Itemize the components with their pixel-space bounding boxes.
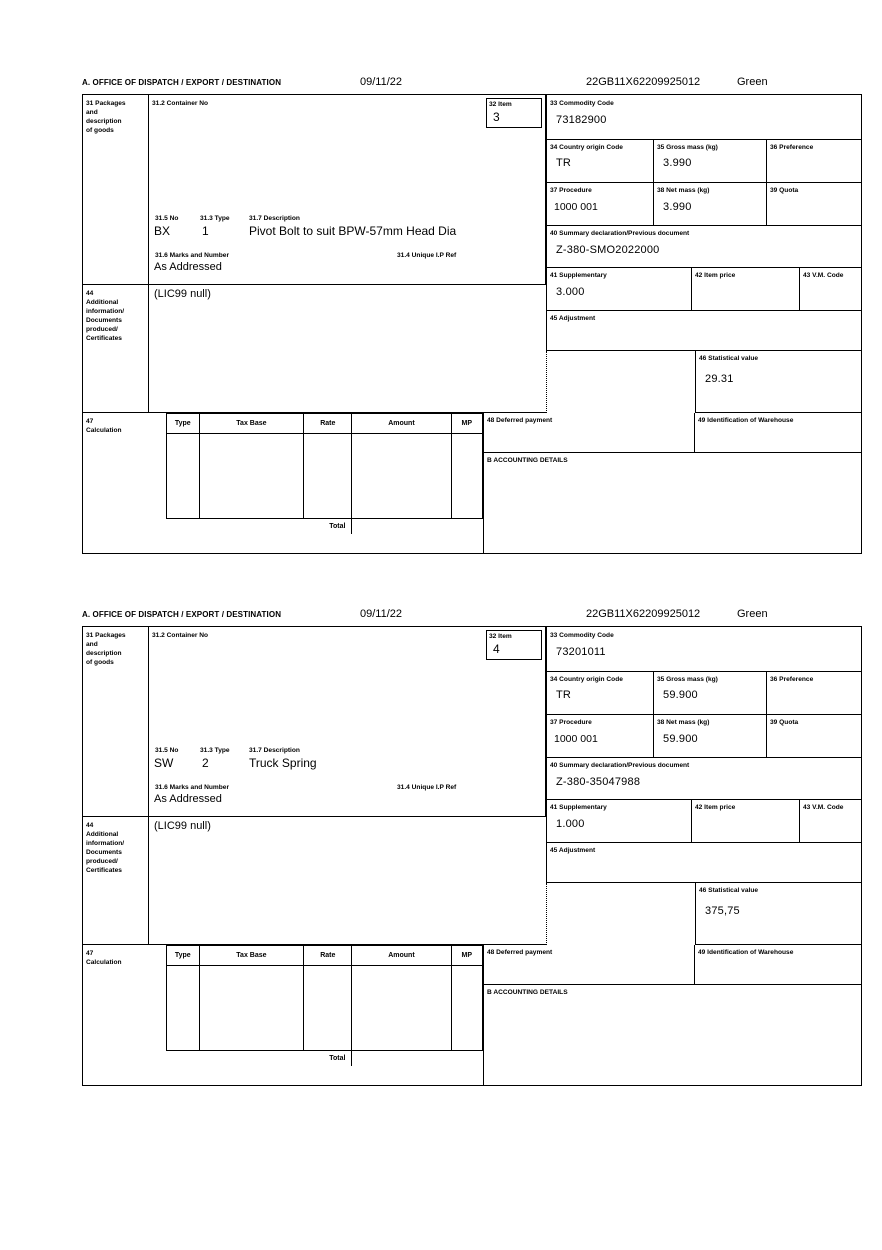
box-41-supplementary-2 <box>546 800 691 843</box>
item-price-value <box>692 284 701 286</box>
box-31-5-label: 31.5 No <box>155 215 179 222</box>
calc-cell-amount-2 <box>352 966 451 1051</box>
box-46-label: 46 Statistical value <box>699 355 759 362</box>
box-37-label-2: 37 Procedure <box>550 719 592 726</box>
calc-total-label-2: Total <box>167 1051 352 1067</box>
calc-cell-type-2 <box>167 966 200 1051</box>
package-type-value-2: 2 <box>202 756 209 770</box>
box-47-calculation-2 <box>83 945 148 1085</box>
warehouse-identification-value-2 <box>695 961 702 963</box>
box-47-label-line-1-2: 47 <box>86 950 94 957</box>
box-34-label: 34 Country origin Code <box>550 144 623 151</box>
procedure-value: 1000 001 <box>554 201 598 213</box>
box-44-label-line-3: information/ <box>86 308 125 315</box>
box-32-label-2: 32 Item <box>489 633 512 640</box>
container-no-value <box>149 107 158 109</box>
box-31-2-label-2: 31.2 Container No <box>152 632 209 639</box>
container-no-value-2 <box>149 639 158 641</box>
package-no-value: BX <box>154 224 171 238</box>
box-38-label-2: 38 Net mass (kg) <box>657 719 710 726</box>
box-45-adjustment <box>546 311 861 351</box>
box-47-label-line-1: 47 <box>86 418 94 425</box>
box-44-label-line-4: Documents <box>86 317 122 324</box>
table-row <box>167 966 483 1051</box>
box-b-label: B ACCOUNTING DETAILS <box>487 457 568 464</box>
box-46-label-2: 46 Statistical value <box>699 887 759 894</box>
box-31-7-label: 31.7 Description <box>249 215 300 222</box>
box-44-content <box>148 285 546 413</box>
table-row <box>167 434 483 519</box>
box-40-label: 40 Summary declaration/Previous document <box>550 230 690 237</box>
header-reference-2: 22GB11X62209925012 <box>586 608 701 620</box>
calc-header-mp-2: MP <box>451 946 483 966</box>
item-price-value-2 <box>692 816 701 818</box>
box-31-label-line-1: 31 Packages <box>86 100 126 107</box>
box-31-2-label: 31.2 Container No <box>152 100 209 107</box>
box-38-label: 38 Net mass (kg) <box>657 187 710 194</box>
box-31-3-label-2: 31.3 Type <box>200 747 230 754</box>
net-mass-value-2: 59.900 <box>663 733 698 745</box>
box-44-label-line-2: Additional <box>86 299 119 306</box>
calc-header-type-2: Type <box>167 946 200 966</box>
box-47-label-line-2: Calculation <box>86 427 122 434</box>
commodity-code-value-2: 73201011 <box>556 646 606 658</box>
box-32-item-2 <box>486 630 542 660</box>
box-44-content-2 <box>148 817 546 945</box>
previous-document-value: Z-380-SMO2022000 <box>556 244 660 256</box>
quota-value <box>767 199 776 201</box>
adjustment-value <box>547 327 556 329</box>
header-date-2: 09/11/22 <box>360 608 403 620</box>
item-no-value-2: 4 <box>493 642 500 656</box>
box-31-label-line-3: description <box>86 118 122 125</box>
package-type-value: 1 <box>202 224 209 238</box>
calc-header-tax-base-2: Tax Base <box>199 946 304 966</box>
calc-cell-rate-2 <box>304 966 352 1051</box>
box-38-net-mass <box>653 183 766 226</box>
box-31-packages <box>83 95 148 285</box>
package-no-value-2: SW <box>154 756 174 770</box>
box-32-label: 32 Item <box>489 101 512 108</box>
calc-header-tax-base: Tax Base <box>199 414 304 434</box>
box-39-label: 39 Quota <box>770 187 799 194</box>
table-total-row <box>167 519 483 535</box>
customs-form-item-4 <box>82 610 862 1086</box>
box-36-label: 36 Preference <box>770 144 814 151</box>
box-40-previous-document <box>546 226 861 268</box>
calc-header-rate-2: Rate <box>304 946 352 966</box>
box-31-7-label-2: 31.7 Description <box>249 747 300 754</box>
country-origin-code-value: TR <box>556 157 572 169</box>
box-31-label-line-1-2: 31 Packages <box>86 632 126 639</box>
accounting-details-value <box>484 469 491 471</box>
box-33-label-2: 33 Commodity Code <box>550 632 614 639</box>
box-39-quota-2 <box>766 715 861 758</box>
box-43-label-2: 43 V.M. Code <box>803 804 844 811</box>
gross-mass-value: 3.990 <box>663 157 692 169</box>
calculation-table <box>166 413 483 534</box>
box-31-4-label: 31.4 Unique I.P Ref <box>397 252 457 259</box>
box-45-adjustment-2 <box>546 843 861 883</box>
form-header <box>82 78 862 94</box>
item-no-value: 3 <box>493 110 500 124</box>
deferred-payment-value <box>484 429 491 431</box>
calc-header-amount: Amount <box>352 414 451 434</box>
box-35-gross-mass-2 <box>653 672 766 715</box>
box-41-supplementary <box>546 268 691 311</box>
statistical-value-value-2: 375,75 <box>705 905 740 917</box>
calculation-table-2 <box>166 945 483 1066</box>
box-49-label-2: 49 Identification of Warehouse <box>698 949 794 956</box>
box-45-label: 45 Adjustment <box>550 315 596 322</box>
box-44-label-line-1-2: 44 <box>86 822 94 829</box>
box-48-deferred-payment-2 <box>483 945 694 985</box>
box-b-accounting-details-2 <box>483 985 861 1085</box>
statistical-value-value: 29.31 <box>705 373 734 385</box>
box-31-6-label: 31.6 Marks and Number <box>155 252 230 259</box>
header-reference: 22GB11X62209925012 <box>586 76 701 88</box>
marks-and-number-value-2: As Addressed <box>154 793 222 805</box>
box-31-label-line-2: and <box>86 109 98 116</box>
box-36-preference <box>766 140 861 183</box>
box-37-procedure-2 <box>546 715 653 758</box>
box-37-procedure <box>546 183 653 226</box>
box-31-3-label: 31.3 Type <box>200 215 230 222</box>
calc-cell-mp <box>451 434 483 519</box>
box-42-item-price-2 <box>691 800 799 843</box>
vm-code-value-2 <box>800 816 809 818</box>
country-origin-code-value-2: TR <box>556 689 572 701</box>
box-34-country-origin-2 <box>546 672 653 715</box>
form-header-2 <box>82 610 862 626</box>
box-44-label-line-1: 44 <box>86 290 94 297</box>
additional-information-value: (LIC99 null) <box>154 288 211 300</box>
accounting-details-value-2 <box>484 1001 491 1003</box>
calc-total-value <box>352 519 483 535</box>
calc-cell-tax-base <box>199 434 304 519</box>
form-grid-2 <box>82 626 862 1086</box>
box-35-label: 35 Gross mass (kg) <box>657 144 718 151</box>
box-44-label-line-5-2: produced/ <box>86 858 118 865</box>
calc-cell-type <box>167 434 200 519</box>
box-31-label-line-4: of goods <box>86 127 114 134</box>
box-34-label-2: 34 Country origin Code <box>550 676 623 683</box>
box-41-label-2: 41 Supplementary <box>550 804 607 811</box>
box-42-label-2: 42 Item price <box>695 804 736 811</box>
form-grid <box>82 94 862 554</box>
box-44-label-line-6: Certificates <box>86 335 122 342</box>
box-43-label: 43 V.M. Code <box>803 272 844 279</box>
calc-total-value-2 <box>352 1051 483 1067</box>
box-40-label-2: 40 Summary declaration/Previous document <box>550 762 690 769</box>
box-33-commodity-code-2 <box>546 627 861 672</box>
box-44-label-line-6-2: Certificates <box>86 867 122 874</box>
box-41-label: 41 Supplementary <box>550 272 607 279</box>
calc-header-type: Type <box>167 414 200 434</box>
calc-cell-rate <box>304 434 352 519</box>
office-of-dispatch-label: A. OFFICE OF DISPATCH / EXPORT / DESTINATION <box>82 78 282 87</box>
gross-mass-value-2: 59.900 <box>663 689 698 701</box>
box-33-label: 33 Commodity Code <box>550 100 614 107</box>
box-48-deferred-payment <box>483 413 694 453</box>
box-39-quota <box>766 183 861 226</box>
box-31-6-label-2: 31.6 Marks and Number <box>155 784 230 791</box>
box-39-label-2: 39 Quota <box>770 719 799 726</box>
box-31-label-line-2-2: and <box>86 641 98 648</box>
office-of-dispatch-label-2: A. OFFICE OF DISPATCH / EXPORT / DESTINATION <box>82 610 282 619</box>
box-33-commodity-code <box>546 95 861 140</box>
box-45-label-2: 45 Adjustment <box>550 847 596 854</box>
box-b-label-2: B ACCOUNTING DETAILS <box>487 989 568 996</box>
box-47-label-line-2-2: Calculation <box>86 959 122 966</box>
box-43-vm-code-2 <box>799 800 861 843</box>
deferred-payment-value-2 <box>484 961 491 963</box>
box-32-item <box>486 98 542 128</box>
calc-cell-amount <box>352 434 451 519</box>
divider-dotted-2 <box>546 883 547 945</box>
additional-information-value-2: (LIC99 null) <box>154 820 211 832</box>
box-35-gross-mass <box>653 140 766 183</box>
box-46-statistical-value <box>695 351 861 413</box>
box-43-vm-code <box>799 268 861 311</box>
box-44-label-line-3-2: information/ <box>86 840 125 847</box>
divider-dotted <box>546 351 547 413</box>
quota-value-2 <box>767 731 776 733</box>
preference-value-2 <box>767 687 776 689</box>
calc-cell-tax-base-2 <box>199 966 304 1051</box>
goods-description-value-2: Truck Spring <box>249 756 317 770</box>
calc-cell-mp-2 <box>451 966 483 1051</box>
preference-value <box>767 155 776 157</box>
table-header-row <box>167 414 483 434</box>
supplementary-value: 3.000 <box>556 286 585 298</box>
box-40-previous-document-2 <box>546 758 861 800</box>
box-44-label-line-4-2: Documents <box>86 849 122 856</box>
box-48-label: 48 Deferred payment <box>487 417 553 424</box>
box-49-warehouse-identification <box>694 413 861 453</box>
warehouse-identification-value <box>695 429 702 431</box>
adjustment-value-2 <box>547 859 556 861</box>
box-44-label-line-2-2: Additional <box>86 831 119 838</box>
box-44-additional-information-2 <box>83 817 148 945</box>
supplementary-value-2: 1.000 <box>556 818 585 830</box>
calc-header-rate: Rate <box>304 414 352 434</box>
box-47-calculation <box>83 413 148 553</box>
previous-document-value-2: Z-380-35047988 <box>556 776 641 788</box>
box-31-5-label-2: 31.5 No <box>155 747 179 754</box>
customs-form-item-3 <box>82 78 862 554</box>
vm-code-value <box>800 284 809 286</box>
box-b-accounting-details <box>483 453 861 553</box>
net-mass-value: 3.990 <box>663 201 692 213</box>
calc-header-mp: MP <box>451 414 483 434</box>
box-49-label: 49 Identification of Warehouse <box>698 417 794 424</box>
commodity-code-value: 73182900 <box>556 114 607 126</box>
box-35-label-2: 35 Gross mass (kg) <box>657 676 718 683</box>
box-31-4-label-2: 31.4 Unique I.P Ref <box>397 784 457 791</box>
box-31-label-line-3-2: description <box>86 650 122 657</box>
marks-and-number-value: As Addressed <box>154 261 222 273</box>
box-31-label-line-4-2: of goods <box>86 659 114 666</box>
header-date: 09/11/22 <box>360 76 403 88</box>
procedure-value-2: 1000 001 <box>554 733 598 745</box>
box-42-label: 42 Item price <box>695 272 736 279</box>
box-48-label-2: 48 Deferred payment <box>487 949 553 956</box>
header-status-2: Green <box>737 608 768 620</box>
box-38-net-mass-2 <box>653 715 766 758</box>
calc-total-label: Total <box>167 519 352 535</box>
box-49-warehouse-identification-2 <box>694 945 861 985</box>
box-36-label-2: 36 Preference <box>770 676 814 683</box>
goods-description-value: Pivot Bolt to suit BPW-57mm Head Dia <box>249 224 457 238</box>
box-34-country-origin <box>546 140 653 183</box>
table-header-row <box>167 946 483 966</box>
box-44-label-line-5: produced/ <box>86 326 118 333</box>
box-42-item-price <box>691 268 799 311</box>
header-status: Green <box>737 76 768 88</box>
box-37-label: 37 Procedure <box>550 187 592 194</box>
box-31-2-container <box>148 95 546 285</box>
table-total-row <box>167 1051 483 1067</box>
box-31-packages-2 <box>83 627 148 817</box>
box-44-additional-information <box>83 285 148 413</box>
calc-header-amount-2: Amount <box>352 946 451 966</box>
box-46-statistical-value-2 <box>695 883 861 945</box>
box-36-preference-2 <box>766 672 861 715</box>
box-31-2-container-2 <box>148 627 546 817</box>
